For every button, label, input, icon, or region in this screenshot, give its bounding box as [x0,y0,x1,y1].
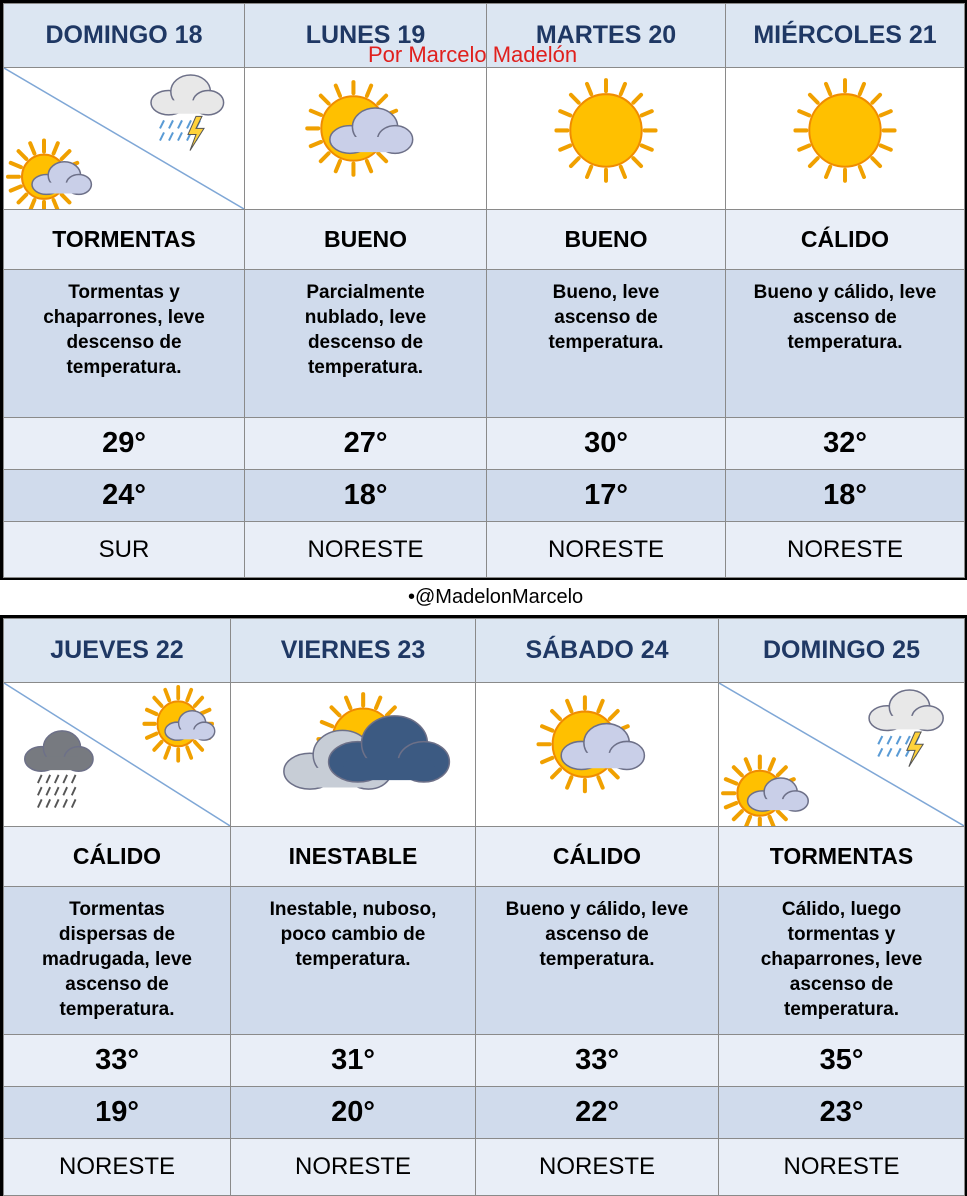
cloudy-sun-icon [231,683,475,826]
max-temperature: 33° [4,1034,231,1086]
wind-direction: NORESTE [245,522,487,578]
condition-label: BUENO [245,210,487,270]
wind-direction: NORESTE [726,522,965,578]
min-temperature: 20° [231,1086,476,1138]
forecast-description: Bueno y cálido, leve ascenso de temperatura. [476,886,719,1034]
weather-icon-cell [487,68,726,210]
sun-icon [726,68,964,209]
max-temperature: 29° [4,418,245,470]
forecast-description: Parcialmente nublado, leve descenso de temperatura. [245,270,487,418]
forecast-description: Inestable, nuboso, poco cambio de temperatura. [231,886,476,1034]
forecast-description: Bueno, leve ascenso de temperatura. [487,270,726,418]
condition-label: CÁLIDO [4,826,231,886]
max-temperature: 32° [726,418,965,470]
day-header: VIERNES 23 [231,619,476,683]
partly-cloudy-icon [476,683,718,826]
day-header: SÁBADO 24 [476,619,719,683]
condition-label: TORMENTAS [4,210,245,270]
min-temperature: 22° [476,1086,719,1138]
day-header: MARTES 20 [487,4,726,68]
day-header: MIÉRCOLES 21 [726,4,965,68]
forecast-panel-week-2 [0,615,967,1196]
wind-direction: NORESTE [487,522,726,578]
forecast-table [3,3,965,578]
weather-icon-cell [245,68,487,210]
weather-icon-cell [719,683,965,827]
max-temperature: 35° [719,1034,965,1086]
max-temperature: 30° [487,418,726,470]
forecast-description: Tormentas dispersas de madrugada, leve ascenso de temperatura. [4,886,231,1034]
condition-label: INESTABLE [231,826,476,886]
forecast-description: Bueno y cálido, leve ascenso de temperatura. [726,270,965,418]
min-temperature: 23° [719,1086,965,1138]
sun-icon [487,68,725,209]
weather-icon-cell [4,683,231,827]
condition-label: BUENO [487,210,726,270]
max-temperature: 31° [231,1034,476,1086]
weather-icon-cell [476,683,719,827]
min-temperature: 24° [4,470,245,522]
condition-label: TORMENTAS [719,826,965,886]
day-header: JUEVES 22 [4,619,231,683]
min-temperature: 17° [487,470,726,522]
max-temperature: 33° [476,1034,719,1086]
partly-cloudy-icon [245,68,486,209]
min-temperature: 18° [245,470,487,522]
storm-split-icon [719,683,964,826]
author-handle: •@MadelonMarcelo [408,586,584,608]
weather-icon-cell [726,68,965,210]
wind-direction: NORESTE [231,1138,476,1195]
wind-direction: NORESTE [4,1138,231,1195]
forecast-panel-week-1 [0,0,967,580]
wind-direction: SUR [4,522,245,578]
weather-icon-cell [231,683,476,827]
day-header: LUNES 19 [245,4,487,68]
forecast-description: Tormentas y chaparrones, leve descenso de temperatura. [4,270,245,418]
author-credit: Por Marcelo Madelón [368,42,578,67]
min-temperature: 19° [4,1086,231,1138]
forecast-table [3,618,965,1196]
wind-direction: NORESTE [719,1138,965,1195]
day-header: DOMINGO 18 [4,4,245,68]
storm-split-icon [4,68,244,209]
day-header: DOMINGO 25 [719,619,965,683]
max-temperature: 27° [245,418,487,470]
forecast-description: Cálido, luego tormentas y chaparrones, leve ascenso de temperatura. [719,886,965,1034]
rain-then-sun-split-icon [4,683,230,826]
weather-icon-cell [4,68,245,210]
min-temperature: 18° [726,470,965,522]
wind-direction: NORESTE [476,1138,719,1195]
condition-label: CÁLIDO [726,210,965,270]
condition-label: CÁLIDO [476,826,719,886]
